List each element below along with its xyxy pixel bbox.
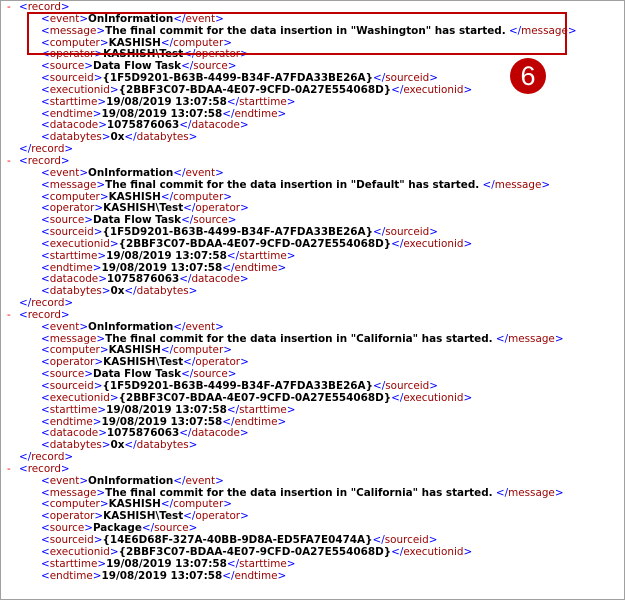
starttime-value: 19/08/2019 13:07:58 — [106, 95, 227, 108]
field-event: <event>OnInformation</event> — [41, 166, 224, 179]
message-value: The final commit for the data insertion in "California" has started. — [105, 332, 493, 345]
field-operator: <operator>KASHISH\Test</operator> — [41, 356, 249, 369]
databytes-value: 0x — [110, 131, 125, 144]
field-message: <message>The final commit for the data insertion in "California" has started. </message> — [41, 332, 564, 345]
sourceid-value: {1F5D9201-B63B-4499-B34F-A7FDA33BE26A} — [102, 72, 373, 85]
field-sourceid: <sourceid>{1F5D9201-B63B-4499-B34F-A7FDA33BE26A}</sourceid> — [41, 380, 438, 392]
field-source: <source>Data Flow Task</source> — [41, 214, 237, 227]
field-executionid: <executionid>{2BBF3C07-BDAA-4E07-9CFD-0A27E554068D}</executionid> — [41, 83, 473, 96]
field-sourceid: <sourceid>{1F5D9201-B63B-4499-B34F-A7FDA33BE26A}</sourceid> — [41, 72, 438, 85]
field-databytes: <databytes>0x</databytes> — [41, 285, 198, 298]
event-value: OnInformation — [88, 12, 174, 25]
field-source: <source>Data Flow Task</source> — [41, 368, 237, 381]
collapse-toggle[interactable]: - — [7, 154, 11, 167]
step-number-badge: 6 — [510, 58, 546, 94]
field-starttime: <starttime>19/08/2019 13:07:58</starttime> — [41, 403, 296, 416]
field-executionid: <executionid>{2BBF3C07-BDAA-4E07-9CFD-0A27E554068D}</executionid> — [41, 391, 473, 404]
message-value: The final commit for the data insertion in "Default" has started. — [105, 178, 480, 191]
record-close-tag: </record> — [19, 297, 74, 310]
field-starttime: <starttime>19/08/2019 13:07:58</starttime> — [41, 249, 296, 262]
starttime-value: 19/08/2019 13:07:58 — [106, 249, 227, 262]
operator-value: KASHISH\Test — [103, 356, 184, 369]
field-operator: <operator>KASHISH\Test</operator> — [41, 202, 249, 215]
field-endtime: <endtime>19/08/2019 13:07:58</endtime> — [41, 261, 287, 274]
operator-value: KASHISH\Test — [103, 202, 184, 215]
endtime-value: 19/08/2019 13:07:58 — [101, 415, 223, 428]
databytes-value: 0x — [110, 439, 125, 452]
operator-value: KASHISH\Test — [103, 510, 184, 523]
field-operator: <operator>KASHISH\Test</operator> — [41, 510, 249, 523]
event-value: OnInformation — [88, 320, 174, 333]
message-value: The final commit for the data insertion in "Washington" has started. — [105, 24, 506, 37]
datacode-value: 1075876063 — [106, 273, 180, 286]
field-executionid: <executionid>{2BBF3C07-BDAA-4E07-9CFD-0A27E554068D}</executionid> — [41, 237, 473, 250]
record-open-tag: - <record> — [7, 154, 70, 167]
collapse-toggle[interactable]: - — [7, 1, 11, 13]
computer-value: KASHISH — [108, 498, 161, 511]
databytes-value: 0x — [110, 285, 125, 298]
sourceid-value: {1F5D9201-B63B-4499-B34F-A7FDA33BE26A} — [102, 226, 373, 239]
event-value: OnInformation — [88, 474, 174, 487]
field-computer: <computer>KASHISH</computer> — [41, 498, 232, 511]
field-executionid: <executionid>{2BBF3C07-BDAA-4E07-9CFD-0A27E554068D}</executionid> — [41, 545, 473, 558]
record-open-tag: - <record> — [7, 462, 70, 475]
field-starttime: <starttime>19/08/2019 13:07:58</starttime> — [41, 95, 296, 108]
field-starttime: <starttime>19/08/2019 13:07:58</starttime> — [41, 557, 296, 570]
sourceid-value: {14E6D68F-327A-40BB-9D8A-ED5FA7E0474A} — [102, 533, 373, 546]
field-source: <source>Data Flow Task</source> — [41, 60, 237, 73]
datacode-value: 1075876063 — [106, 119, 180, 132]
field-datacode: <datacode>1075876063</datacode> — [41, 427, 249, 440]
event-value: OnInformation — [88, 166, 174, 179]
field-endtime: <endtime>19/08/2019 13:07:58</endtime> — [41, 415, 287, 428]
endtime-value: 19/08/2019 13:07:58 — [101, 107, 223, 120]
field-databytes: <databytes>0x</databytes> — [41, 439, 198, 452]
field-operator: <operator>KASHISH\Test</operator> — [41, 48, 249, 61]
field-computer: <computer>KASHISH</computer> — [41, 190, 232, 203]
field-event: <event>OnInformation</event> — [41, 474, 224, 487]
field-databytes: <databytes>0x</databytes> — [41, 131, 198, 144]
message-value: The final commit for the data insertion in "California" has started. — [105, 486, 493, 499]
computer-value: KASHISH — [108, 190, 161, 203]
endtime-value: 19/08/2019 13:07:58 — [101, 261, 223, 274]
field-datacode: <datacode>1075876063</datacode> — [41, 273, 249, 286]
record-open-tag: - <record> — [7, 1, 70, 13]
field-message: <message>The final commit for the data insertion in "California" has started. </message> — [41, 486, 564, 499]
sourceid-value: {1F5D9201-B63B-4499-B34F-A7FDA33BE26A} — [102, 380, 373, 392]
field-computer: <computer>KASHISH</computer> — [41, 36, 232, 49]
highlight-box — [27, 12, 567, 55]
field-endtime: <endtime>19/08/2019 13:07:58</endtime> — [41, 107, 287, 120]
field-event: <event>OnInformation</event> — [41, 12, 224, 25]
field-sourceid: <sourceid>{1F5D9201-B63B-4499-B34F-A7FDA33BE26A}</sourceid> — [41, 226, 438, 239]
source-value: Data Flow Task — [92, 214, 182, 227]
collapse-toggle[interactable]: - — [7, 308, 11, 321]
record-close-tag: </record> — [19, 143, 74, 156]
computer-value: KASHISH — [108, 36, 161, 49]
executionid-value: {2BBF3C07-BDAA-4E07-9CFD-0A27E554068D} — [118, 545, 392, 558]
executionid-value: {2BBF3C07-BDAA-4E07-9CFD-0A27E554068D} — [118, 83, 392, 96]
field-endtime: <endtime>19/08/2019 13:07:58</endtime> — [41, 569, 287, 582]
starttime-value: 19/08/2019 13:07:58 — [106, 403, 227, 416]
computer-value: KASHISH — [108, 344, 161, 357]
field-event: <event>OnInformation</event> — [41, 320, 224, 333]
endtime-value: 19/08/2019 13:07:58 — [101, 569, 223, 582]
executionid-value: {2BBF3C07-BDAA-4E07-9CFD-0A27E554068D} — [118, 391, 392, 404]
field-source: <source>Package</source> — [41, 522, 198, 535]
source-value: Data Flow Task — [92, 60, 182, 73]
field-sourceid: <sourceid>{14E6D68F-327A-40BB-9D8A-ED5FA7E0474A}</sourceid> — [41, 533, 438, 546]
record-close-tag: </record> — [19, 451, 74, 464]
record-open-tag: - <record> — [7, 308, 70, 321]
datacode-value: 1075876063 — [106, 427, 180, 440]
operator-value: KASHISH\Test — [103, 48, 184, 61]
field-computer: <computer>KASHISH</computer> — [41, 344, 232, 357]
source-value: Data Flow Task — [92, 368, 182, 381]
field-datacode: <datacode>1075876063</datacode> — [41, 119, 249, 132]
executionid-value: {2BBF3C07-BDAA-4E07-9CFD-0A27E554068D} — [118, 237, 392, 250]
collapse-toggle[interactable]: - — [7, 462, 11, 475]
source-value: Package — [92, 522, 142, 535]
field-message: <message>The final commit for the data insertion in "Washington" has started. </message> — [41, 24, 577, 37]
starttime-value: 19/08/2019 13:07:58 — [106, 557, 227, 570]
field-message: <message>The final commit for the data insertion in "Default" has started. </message> — [41, 178, 551, 191]
